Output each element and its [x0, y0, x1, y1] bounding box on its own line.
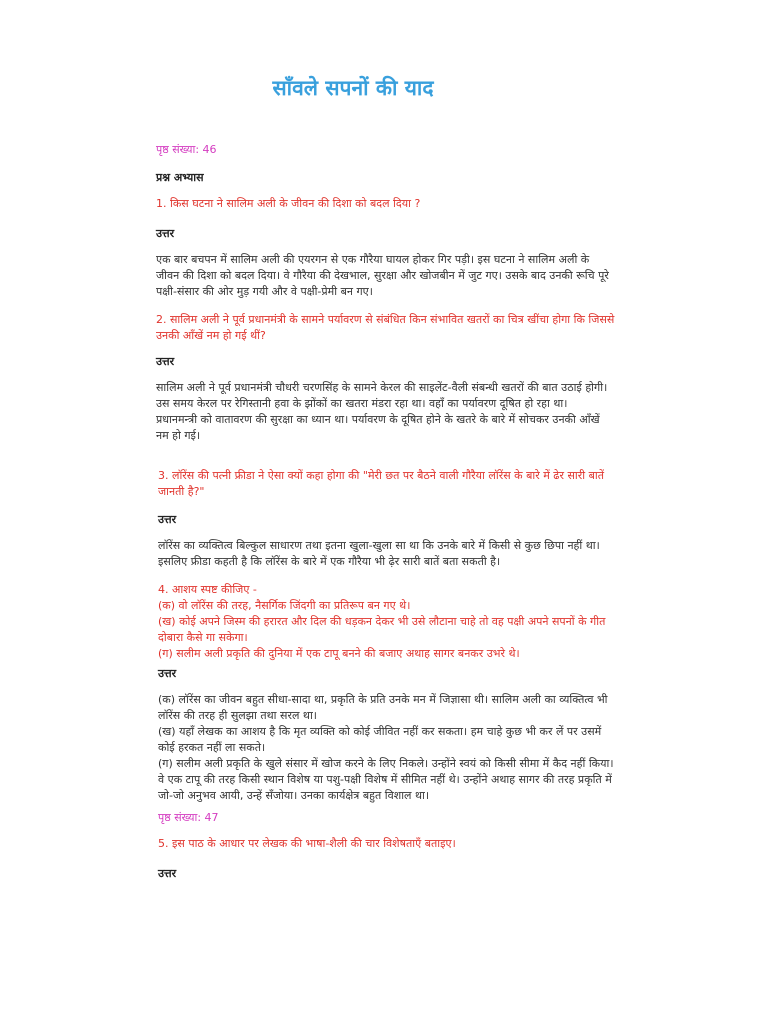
answer-2-line: प्रधानमन्त्री को वातावरण की सुरक्षा का ध्यान था। पर्यावरण के दूषित होने के खतरे के बारे में सोचकर उनकी आँखें	[156, 413, 600, 426]
answer-label-1: उत्तर	[156, 227, 175, 240]
question-2-line: 2. सालिम अली ने पूर्व प्रधानमंत्री के सामने पर्यावरण से संबंधित किन संभावित खतरों का चित्र खींचा होगा कि जिससे	[156, 313, 615, 326]
answer-3-line: लॉरेंस का व्यक्तित्व बिल्कुल साधारण तथा इतना खुला-खुला सा था कि उनके बारे में किसी से कुछ छिपा नहीं था।	[158, 539, 600, 552]
question-5: 5. इस पाठ के आधार पर लेखक की भाषा-शैली की चार विशेषताएँ बताइए।	[158, 837, 456, 850]
answer-1-line: एक बार बचपन में सालिम अली की एयरगन से एक गौरैया घायल होकर गिर पड़ी। इस घटना ने सालिम अली के	[156, 253, 590, 266]
answer-2-line: नम हो गई।	[156, 429, 201, 442]
answer-4-line: (ख) यहाँ लेखक का आशय है कि मृत व्यक्ति को कोई जीवित नहीं कर सकता। हम चाहे कुछ भी कर लें पर उसमें	[158, 725, 602, 738]
answer-2-line: उस समय केरल पर रेगिस्तानी हवा के झोंकों का खतरा मंडरा रहा था। वहाँ का पर्यावरण दूषित हो रहा था।	[156, 397, 568, 410]
exercise-heading: प्रश्न अभ्यास	[156, 171, 204, 184]
answer-label-3: उत्तर	[158, 513, 177, 526]
answer-1-line: पक्षी-संसार की ओर मुड़ गयी और वे पक्षी-प्रेमी बन गए।	[156, 285, 373, 298]
answer-3	[158, 538, 600, 570]
answer-4	[158, 692, 614, 804]
question-4-line: दोबारा कैसे गा सकेगा।	[158, 631, 248, 644]
question-4-line: (क) वो लॉरेंस की तरह, नैसर्गिक जिंदगी का प्रतिरूप बन गए थे।	[158, 599, 411, 612]
answer-4-line: लॉरेंस की तरह ही सुलझा तथा सरल था।	[158, 709, 317, 722]
answer-2-line: सालिम अली ने पूर्व प्रधानमंत्री चौधरी चरणसिंह के सामने केरल की साइलेंट-वैली संबन्धी खतरों की बात उठाई होगी।	[156, 381, 608, 394]
answer-4-line: (क) लॉरेंस का जीवन बहुत सीधा-सादा था, प्रकृति के प्रति उनके मन में जिज्ञासा थी। सालिम अली का व्यक्तित्व भी	[158, 693, 608, 706]
question-3-line: 3. लॉरेंस की पत्नी फ्रीडा ने ऐसा क्यों कहा होगा की "मेरी छत पर बैठने वाली गौरैया लॉरेंस के बारे में ढेर सारी बातें	[158, 469, 605, 482]
question-2	[156, 312, 614, 344]
answer-label-4: उत्तर	[158, 667, 177, 680]
question-2-line: उनकी आँखें नम हो गई थीं?	[156, 329, 266, 342]
question-3	[158, 468, 604, 500]
question-4-line: (ख) कोई अपने जिस्म की हरारत और दिल की धड़कन देकर भी उसे लौटाना चाहे तो वह पक्षी अपने सपनों के गीत	[158, 615, 606, 628]
page-title: साँवले सपनों की याद	[272, 76, 434, 100]
question-3-line: जानती है?"	[158, 485, 205, 498]
question-4-line: (ग) सलीम अली प्रकृति की दुनिया में एक टापू बनने की बजाए अथाह सागर बनकर उभरे थे।	[158, 647, 520, 660]
answer-4-line: जो-जो अनुभव आयी, उन्हें सँजोया। उनका कार्यक्षेत्र बहुत विशाल था।	[158, 789, 430, 802]
answer-label-2: उत्तर	[156, 355, 175, 368]
answer-1	[156, 252, 609, 300]
answer-2	[156, 380, 607, 444]
answer-4-line: (ग) सलीम अली प्रकृति के खुले संसार में खोज करने के लिए निकले। उन्होंने स्वयं को किसी सीमा में कैद नहीं किया।	[158, 757, 614, 770]
answer-3-line: इसलिए फ्रीडा कहती है कि लॉरेंस के बारे में एक गौरैया भी ढ़ेर सारी बातें बता सकती है।	[158, 555, 501, 568]
answer-label-5: उत्तर	[158, 867, 177, 880]
page-number-47: पृष्ठ संख्या: 47	[158, 811, 219, 824]
answer-4-line: कोई हरकत नहीं ला सकते।	[158, 741, 266, 754]
question-4-line: 4. आशय स्पष्ट कीजिए -	[158, 583, 257, 596]
page-number-46: पृष्ठ संख्या: 46	[156, 143, 217, 156]
question-1: 1. किस घटना ने सालिम अली के जीवन की दिशा को बदल दिया ?	[156, 197, 421, 210]
answer-1-line: जीवन की दिशा को बदल दिया। वे गौरैया की देखभाल, सुरक्षा और खोजबीन में जुट गए। उसके बाद उनकी रूचि पूरे	[156, 269, 609, 282]
answer-4-line: वे एक टापू की तरह किसी स्थान विशेष या पशु-पक्षी विशेष में सीमित नहीं थे। उन्होंने अथाह सागर की तरह प्रकृति में	[158, 773, 612, 786]
question-4	[158, 582, 605, 662]
